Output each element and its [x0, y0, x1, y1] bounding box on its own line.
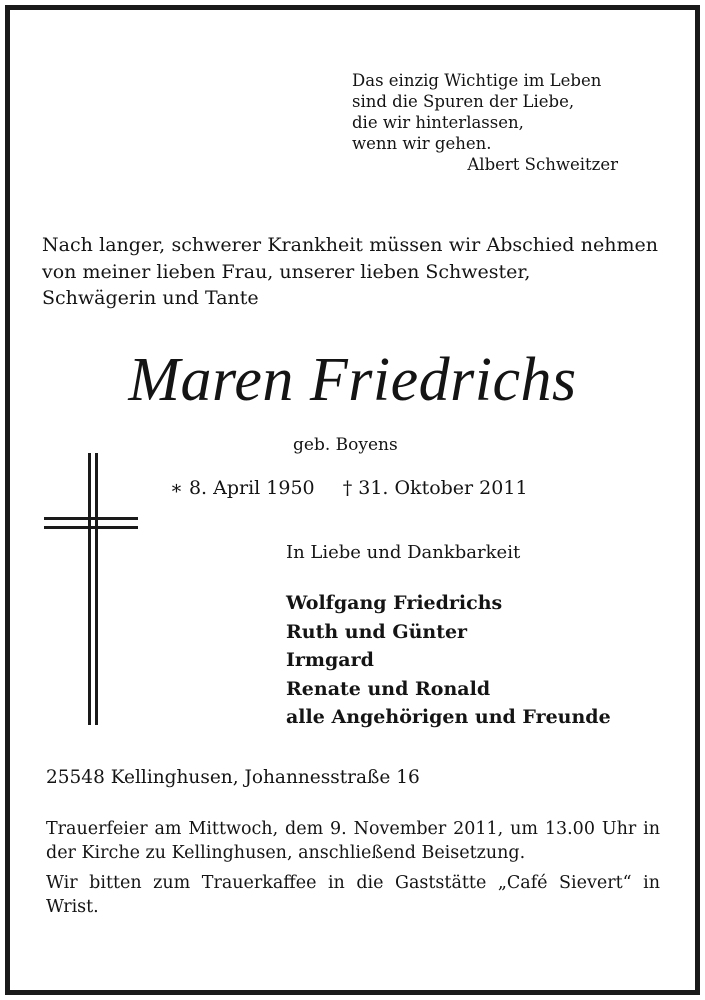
funeral-line: Trauerfeier am Mittwoch, dem 9. November 2011, um 13.00 — [46, 819, 595, 839]
gratitude-line: In Liebe und Dankbarkeit — [286, 542, 521, 563]
life-dates — [170, 476, 528, 500]
funeral-line: Uhr in der Kirche zu Kellinghusen, anschließend Beisetzung. — [46, 819, 660, 863]
mourner: Wolfgang Friedrichs — [286, 592, 503, 614]
service-info — [46, 817, 660, 919]
mourner: Irmgard — [286, 649, 374, 671]
quote-line: wenn wir gehen. — [352, 134, 492, 153]
cross-vertical-line — [95, 453, 98, 725]
intro-text — [42, 232, 658, 312]
mourner: Renate und Ronald — [286, 677, 491, 700]
funeral-notice — [46, 817, 660, 865]
quote-line: die wir hinterlassen, — [352, 113, 524, 132]
cross-horizontal-line — [44, 517, 138, 520]
cross-icon — [44, 453, 140, 725]
mourner: Ruth und Günter — [286, 620, 468, 643]
cross-vertical-line — [88, 453, 91, 725]
coffee-line: in Wrist. — [46, 873, 660, 917]
quote-author: Albert Schweitzer — [467, 155, 618, 174]
deceased-name: Maren Friedrichs — [128, 346, 577, 414]
birth-date: ∗ 8. April 1950 — [170, 477, 315, 499]
quote-line: sind die Spuren der Liebe, — [352, 92, 575, 111]
quote — [352, 70, 618, 175]
intro-line: Schwägerin und Tante — [42, 287, 259, 309]
cross-horizontal-line — [44, 526, 138, 529]
coffee-notice — [46, 871, 660, 919]
coffee-line: Wir bitten zum Trauerkaffee in die Gaststätte „Café Sievert“ — [46, 873, 632, 893]
intro-line: nehmen von meiner lieben Frau, unserer lieben Schwester, — [42, 234, 658, 283]
intro-line: Nach langer, schwerer Krankheit müssen wir Abschied — [42, 234, 575, 256]
mourners-list — [286, 589, 611, 732]
maiden-name: geb. Boyens — [293, 435, 398, 455]
quote-line: Das einzig Wichtige im Leben — [352, 71, 602, 90]
mourner: alle Angehörigen und Freunde — [286, 706, 611, 728]
death-date: † 31. Oktober 2011 — [342, 477, 528, 499]
family-address: 25548 Kellinghusen, Johannesstraße 16 — [46, 767, 420, 788]
